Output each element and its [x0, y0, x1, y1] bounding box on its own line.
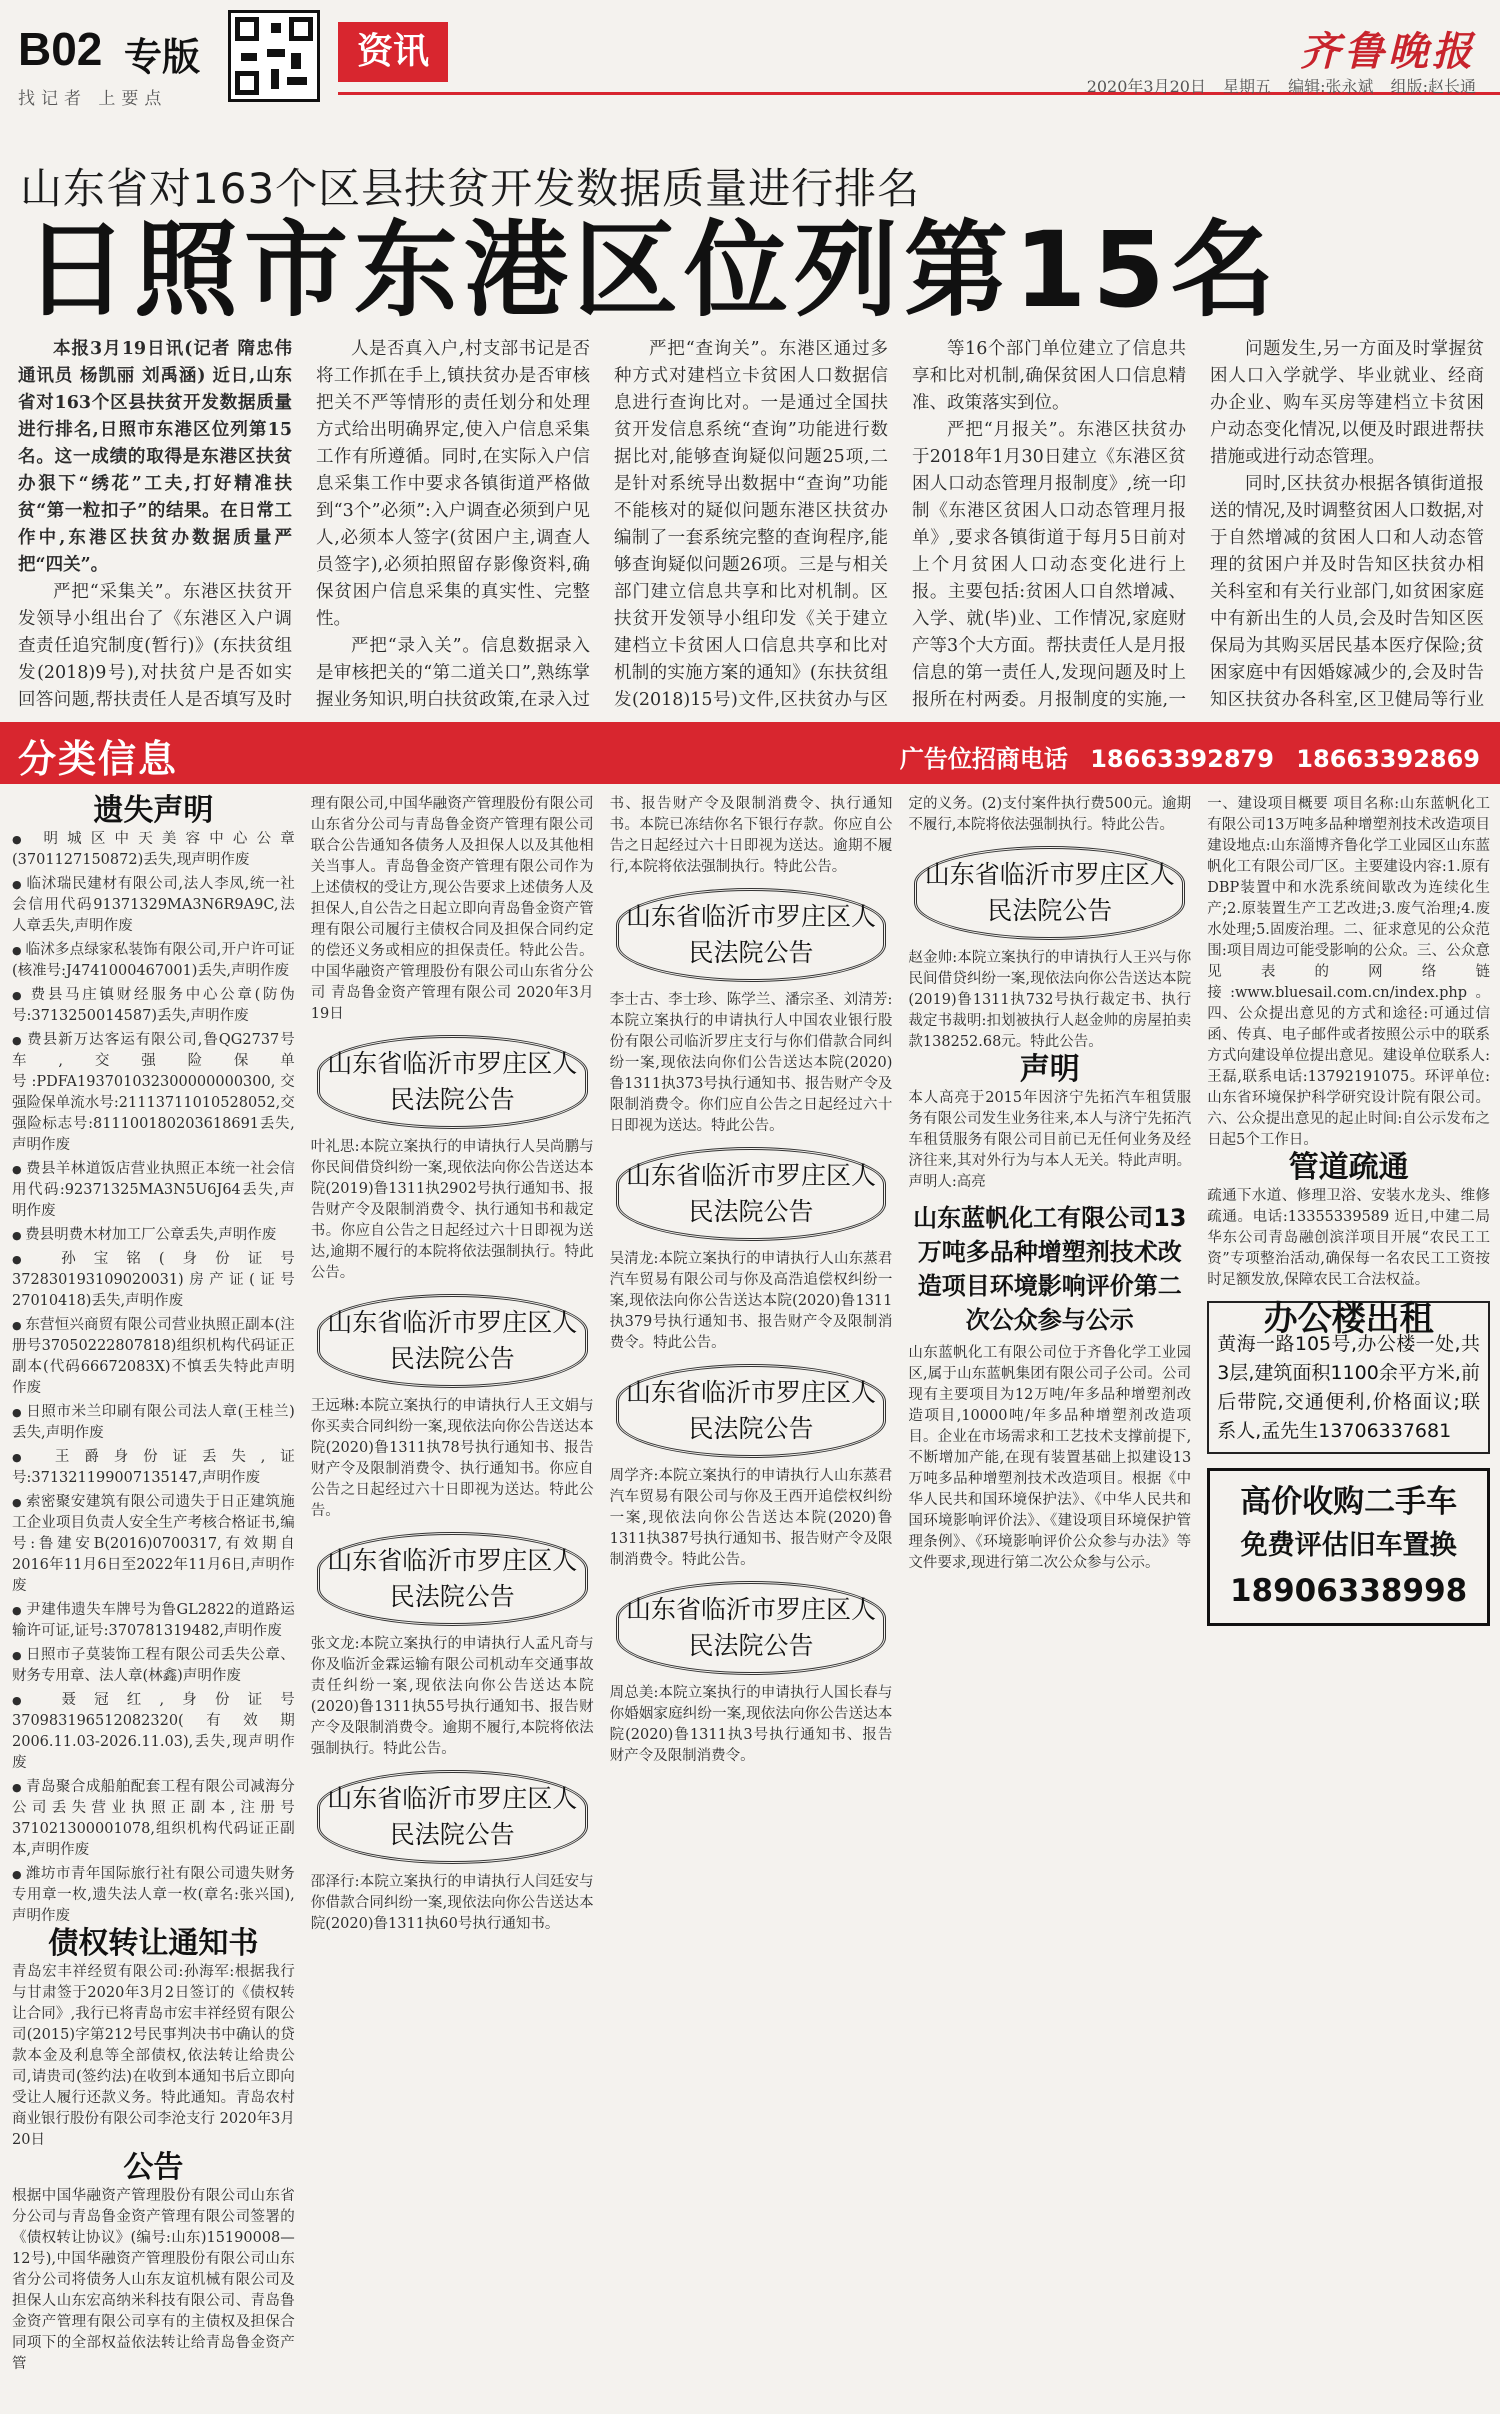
used-car-ad: [1207, 1468, 1490, 1626]
continued-text: 理有限公司,中国华融资产管理股份有限公司山东省分公司与青岛鲁金资产管理有限公司联合公告通知各债务人及担保人以及其他相关当事人。青岛鲁金资产管理有限公司作为上述债权的受让方,现公告要求上述债务人及担保人,自公告之日起立即向青岛鲁金资产管理有限公司履行主债权合同及担保合同约定的偿还义务或相应的担保责任。特此公告。中国华融资产管理股份有限公司山东省分公司 青岛鲁金资产管理有限公司 2020年3月19日: [310, 796, 594, 1022]
classified-section: [12, 794, 1490, 2406]
court-notice-text: 邵泽行:本院立案执行的申请执行人闫廷安与你借款合同纠纷一案,现依法向你公告送达本院(2020)鲁1311执60号执行通知书。: [310, 1874, 594, 1932]
debt-transfer-text: 青岛宏丰祥经贸有限公司:孙海军:根据我行与甘肃签于2020年3月2日签订的《债权转让合同》,我行已将青岛市宏丰祥经贸有限公司(2015)字第212号民事判决书中确认的贷款本金及利息等全部债权,依法转让给贵公司,请贵司(签约法)在收到本通知书后立即向受让人履行还款义务。特此通知。青岛农村商业银行股份有限公司李沧支行 2020年3月20日: [12, 1964, 295, 2148]
article-paragraph: 严把“采集关”。东港区扶贫开发领导小组出台了《东港区入户调查责任追究制度(暂行)》(东扶贫组发(2018)9号),对扶贫户是否如实回答问题,帮扶责任人是否填写及时: [18, 582, 292, 710]
office-rental-text: 黄海一路105号,办公楼一处,共3层,建筑面积1100余平方米,前后带院,交通便利,价格面议;联系人,孟先生13706337681: [1217, 1333, 1480, 1442]
lost-notice-item: ● 费县新万达客运有限公司,鲁QG2737号车,交强险保单号:PDFA193701032300000000300,交强险保单流水号:21113711010528052,交强险标志号:811100180203618691丢失,声明作废: [12, 1030, 295, 1156]
court-notice-title: 山东省临沂市罗庄区人民法院公告: [616, 1581, 887, 1675]
channel-label: 资讯: [338, 22, 448, 82]
newspaper-logo: 齐鲁晚报: [1300, 28, 1476, 75]
headline-main: 日照市东港区位列第15名: [24, 209, 1281, 331]
lost-notice-title: 遗失声明: [93, 794, 214, 828]
court-notice-title: 山东省临沂市罗庄区人民法院公告: [616, 1147, 887, 1241]
court-notice-text: 张文龙:本院立案执行的申请执行人孟凡奇与你及临沂金霖运输有限公司机动车交通事故责任纠纷一案,现依法向你公告送达本院(2020)鲁1311执55号执行通知书、报告财产令及限制消费令。逾期不履行,本院将依法强制执行。特此公告。: [310, 1636, 594, 1757]
lost-notice-item: ● 日照市米兰印刷有限公司法人章(王桂兰)丢失,声明作废: [12, 1402, 295, 1444]
continued-text: 书、报告财产令及限制消费令、执行通知书。本院已冻结你名下银行存款。你应自公告之日起经过六十日即视为送达。逾期不履行,本院将依法强制执行。特此公告。: [609, 796, 893, 875]
lost-notice-list: [12, 829, 295, 1927]
court-notice-text: 李士古、李士珍、陈学兰、潘宗圣、刘清芳:本院立案执行的申请执行人中国农业银行股份有限公司临沂罗庄支行与你们借款合同纠纷一案,现依法向你们公告送达本院(2020)鲁1311执373号执行通知书、报告财产令及限制消费令。你们应自公告之日起经过六十日即视为送达。特此公告。: [609, 992, 893, 1134]
used-car-ad-phone: 18906338998: [1229, 1573, 1468, 1609]
headline-kicker: 山东省对163个区县扶贫开发数据质量进行排名: [20, 164, 921, 213]
lost-notice-item: ● 潍坊市青年国际旅行社有限公司遗失财务专用章一枚,遗失法人章一枚(章名:张兴国),声明作废: [12, 1864, 295, 1927]
article-paragraph: 人是否真入户,村支部书记是否将工作抓在手上,镇扶贫办是否审核把关不严等情形的责任划分和处理方式给出明确界定,使入户信息采集工作有所遵循。同时,在实际入户信息采集工作中要求各镇街道严格做到“3个”必须”:入户调查必须到户见人,必须本人签字(贫困户主,调查人员签字),必须拍照留存影像资料,确保贫困户信息采集的真实性、完整性。: [316, 339, 590, 629]
court-notice-title: 山东省临沂市罗庄区人民法院公告: [317, 1770, 588, 1864]
classified-column: [1207, 794, 1490, 2406]
court-notice-text: 王远琳:本院立案执行的申请执行人王文娟与你买卖合同纠纷一案,现依法向你公告送达本院(2020)鲁1311执78号执行通知书、报告财产令及限制消费令、执行通知书。你应自公告之日起经过六十日即视为送达。特此公告。: [310, 1398, 594, 1519]
court-notice-title: 山东省临沂市罗庄区人民法院公告: [616, 1364, 887, 1458]
lost-notice-item: ● 青岛聚合成船舶配套工程有限公司减海分公司丢失营业执照正副本,注册号371021300001078,组织机构代码证正副本,声明作废: [12, 1777, 295, 1861]
page-section: 专版: [124, 34, 201, 79]
court-notice-text: 赵金帅:本院立案执行的申请执行人王兴与你民间借贷纠纷一案,现依法向你公告送达本院(2019)鲁1311执732号执行裁定书、执行裁定书裁明:扣划被执行人赵金帅的房屋拍卖款138252.68元。特此公告。: [908, 950, 1192, 1050]
court-notice-title: 山东省临沂市罗庄区人民法院公告: [317, 1035, 588, 1129]
debt-transfer-title: 债权转让通知书: [48, 1926, 259, 1961]
article-column: [614, 336, 888, 714]
court-notice-text: 叶礼思:本院立案执行的申请执行人吴尚鹏与你民间借贷纠纷一案,现依法向你公告送达本院(2019)鲁1311执2902号执行通知书、报告财产令及限制消费令、执行通知书和裁定书。你应自公告之日起经过六十日即视为送达,逾期不履行的本院将依法强制执行。特此公告。: [310, 1139, 594, 1281]
lost-notice-item: ● 临沭多点绿家私装饰有限公司,开户许可证(核准号:J4741000467001)丢失,声明作废: [12, 940, 295, 982]
ad-hotline-phone-2: 18663392869: [1296, 745, 1480, 773]
court-notice-title: 山东省临沂市罗庄区人民法院公告: [317, 1294, 588, 1388]
article-paragraph: 严把“录入关”。信息数据录入是审核把关的“第二道关口”,熟练掌握业务知识,明白扶贫政策,在录入过: [316, 636, 590, 710]
lost-notice-item: ● 费县马庄镇财经服务中心公章(防伪号:3713250014587)丢失,声明作废: [12, 985, 295, 1027]
court-notice-title: 山东省临沂市罗庄区人民法院公告: [616, 888, 887, 982]
article-paragraph: 等16个部门单位建立了信息共享和比对机制,确保贫困人口信息精准、政策落实到位。: [912, 339, 1186, 413]
article-paragraph: 同时,区扶贫办根据各镇街道报送的情况,及时调整贫困人口数据,对于自然增减的贫困人口和人动态管理的贫困户并及时告知区扶贫办相关科室和有关行业部门,如贫困家庭中有新出生的人员,会及时告知区医保局为其购买居民基本医疗保险;贫困家庭中有因婚嫁减少的,会及时告知区扶贫办各科室,区卫健局等行业: [1210, 474, 1484, 710]
qr-code-icon: [228, 10, 320, 102]
classified-column: [311, 794, 594, 2406]
pipe-dredging-text: 疏通下水道、修理卫浴、安装水龙头、维修疏通。电话:13355339589 近日,中建二局华东公司青岛融创滨洋项目开展“农民工工资”专项整治活动,确保每一名农民工工资按时足额发放,保障农民工合法权益。: [1207, 1188, 1490, 1288]
eia-notice-text: 一、建设项目概要 项目名称:山东蓝帆化工有限公司13万吨多品种增塑剂技术改造项目 建设地点:山东淄博齐鲁化学工业园区山东蓝帆化工有限公司厂区。主要建设内容:1.原有DBP装置中和水洗系统间歇改为连续化生产;2.原装置生产工艺改进;3.废气治理;4.废水处理;5.固废治理。二、征求意见的公众范围:项目周边可能受影响的公众。三、公众意见表的网络链接:www.bluesail.com.cn/index.php。四、公众提出意见的方式和途径:可通过信函、传真、电子邮件或者按照公示中的联系方式向建设单位提出意见。建设单位联系人:王磊,联系电话:13792191075。环评单位:山东省环境保护科学研究设计院有限公司。六、公众提出意见的起止时间:自公示发布之日起5个工作日。: [1207, 796, 1490, 1148]
court-notice-text: 周总美:本院立案执行的申请执行人国长春与你婚姻家庭纠纷一案,现依法向你公告送达本院(2020)鲁1311执3号执行通知书、报告财产令及限制消费令。: [609, 1685, 893, 1764]
article-paragraph: 问题发生,另一方面及时掌握贫困人口入学就学、毕业就业、经商办企业、购车买房等建档立卡贫困户动态变化情况,以便及时跟进帮扶措施或进行动态管理。: [1210, 339, 1484, 467]
lost-notice-item: ● 尹建伟遗失车牌号为鲁GL2822的道路运输许可证,证号:370781319482,声明作废: [12, 1600, 295, 1642]
article-column: [1210, 336, 1484, 714]
court-notice-text: 周学齐:本院立案执行的申请执行人山东蒸君汽车贸易有限公司与你及王西开追偿权纠纷一案,现依法向你公告送达本院(2020)鲁1311执387号执行通知书、报告财产令及限制消费令。特此公告。: [609, 1468, 893, 1568]
article-paragraph: 严把“月报关”。东港区扶贫办于2018年1月30日建立《东港区贫困人口动态管理月报制度》,统一印制《东港区贫困人口动态管理月报单》,要求各镇街道于每月5日前对上个月贫困人口动态变化进行上报。主要包括:贫困人口自然增减、入学、就(毕)业、工作情况,家庭财产等3个大方面。帮扶责任人是月报信息的第一责任人,发现问题及时上报所在村两委。月报制度的实施,一: [912, 420, 1186, 710]
used-car-ad-line-1: 高价收购二手车: [1240, 1484, 1458, 1520]
continued-text: 定的义务。(2)支付案件执行费500元。逾期不履行,本院将依法强制执行。特此公告。: [908, 796, 1192, 833]
eia-notice-title: 山东蓝帆化工有限公司13万吨多品种增塑剂技术改造项目环境影响评价第二次公众参与公示: [913, 1204, 1187, 1334]
eia-notice-text: 山东蓝帆化工有限公司位于齐鲁化学工业园区,属于山东蓝帆集团有限公司子公司。公司现有主要项目为12万吨/年多品种增塑剂改造项目,10000吨/年多品种增塑剂改造项目。企业在市场需求和工艺技术支撑前提下,不断增加产能,在现有装置基础上拟建设13万吨多品种增塑剂技术改造项目。根据《中华人民共和国环境保护法》、《中华人民共和国环境影响评价法》、《建设项目环境保护管理条例》、《环境影响评价公众参与办法》等文件要求,现进行第二次公众参与公示。: [908, 1345, 1192, 1571]
classified-column: [908, 794, 1191, 2406]
lost-notice-item: ● 王爵身份证丢失,证号:371321199007135147,声明作废: [12, 1447, 295, 1489]
lost-notice-item: ● 日照市子莫装饰工程有限公司丢失公章、财务专用章、法人章(林鑫)声明作废: [12, 1645, 295, 1687]
news-article: [18, 336, 1484, 714]
classified-banner: [0, 722, 1500, 784]
statement-text: 本人高亮于2015年因济宁先拓汽车租赁服务有限公司发生业务往来,本人与济宁先拓汽车租赁服务有限公司目前已无任何业务及经济往来,其对外行为与本人无关。特此声明。声明人:高亮: [908, 1090, 1192, 1190]
court-notice-title: 山东省临沂市罗庄区人民法院公告: [914, 846, 1185, 940]
office-rental-ad: [1207, 1301, 1490, 1454]
page-number: B02: [18, 23, 103, 75]
lost-notice-item: ● 东营恒兴商贸有限公司营业执照正副本(注册号37050222807818)组织机构代码证正副本(代码66672083X)不慎丢失特此声明作废: [12, 1315, 295, 1399]
classified-column: [12, 794, 295, 2406]
lost-notice-item: ● 临沭瑞民建材有限公司,法人李凤,统一社会信用代码91371329MA3N6R9A9C,法人章丢失,声明作废: [12, 874, 295, 937]
ad-hotline: [886, 739, 1480, 774]
lost-notice-item: ● 聂冠红,身份证号370983196512082320(有效期2006.11.03-2026.11.03),丢失,现声明作废: [12, 1690, 295, 1774]
used-car-ad-line-2: 免费评估旧车置换: [1240, 1530, 1457, 1561]
office-rental-title: 办公楼出租: [1263, 1299, 1434, 1339]
lost-notice-item: ● 索密聚安建筑有限公司遗失于日正建筑施工企业项目负责人安全生产考核合格证书,编号:鲁建安B(2016)0700317,有效期自2016年11月6日至2022年11月6日,声明作废: [12, 1492, 295, 1597]
announcement-text: 根据中国华融资产管理股份有限公司山东省分公司与青岛鲁金资产管理有限公司签署的《债权转让协议》(编号:山东)15190008—12号),中国华融资产管理股份有限公司山东省分公司将债务人山东友谊机械有限公司及担保人山东宏高纳米科技有限公司、青岛鲁金资产管理有限公司享有的主债权及担保合同项下的全部权益依法转让给青岛鲁金资产管: [12, 2188, 295, 2372]
statement-title: 声明: [1019, 1052, 1080, 1087]
masthead: [0, 0, 1500, 120]
lost-notice-item: ● 费县羊林道饭店营业执照正本统一社会信用代码:92371325MA3N5U6J64丢失,声明作废: [12, 1159, 295, 1222]
article-paragraph: 严把“查询关”。东港区通过多种方式对建档立卡贫困人口数据信息进行查询比对。一是通过全国扶贫开发信息系统“查询”功能进行数据比对,能够查询疑似问题25项,二是针对系统导出数据中“查询”功能不能核对的疑似问题东港区扶贫办编制了一套系统完整的查询程序,能够查询疑似问题26项。三是与相关部门建立信息共享和比对机制。区扶贫开发领导小组印发《关于建立建档立卡贫困人口信息共享和比对机制的实施方案的通知》(东扶贫组发(2018)15号)文件,区扶贫办与区: [614, 339, 888, 710]
lost-notice-item: ● 孙宝铭(身份证号372830193109020031)房产证(证号27010418)丢失,声明作废: [12, 1249, 295, 1312]
ad-hotline-label: 广告位招商电话: [899, 745, 1068, 773]
classified-title: 分类信息: [18, 737, 179, 781]
edition-info: 2020年3月20日 星期五 编辑:张永斌 组版:赵长通: [1086, 77, 1476, 96]
ad-hotline-phone-1: 18663392879: [1090, 745, 1274, 773]
page-tagline: 找记者 上要点: [18, 89, 168, 109]
announcement-title: 公告: [123, 2150, 184, 2185]
classified-column: [610, 794, 893, 2406]
article-column: [316, 336, 590, 714]
article-column: [18, 336, 292, 714]
lost-notice-item: ● 明城区中天美容中心公章(3701127150872)丢失,现声明作废: [12, 829, 295, 871]
article-column: [912, 336, 1186, 714]
court-notice-text: 吴清龙:本院立案执行的申请执行人山东蒸君汽车贸易有限公司与你及高浩追偿权纠纷一案,现依法向你公告送达本院(2020)鲁1311执379号执行通知书、报告财产令及限制消费令。特此公告。: [609, 1251, 893, 1351]
court-notice-title: 山东省临沂市罗庄区人民法院公告: [317, 1532, 588, 1626]
pipe-dredging-title: 管道疏通: [1288, 1150, 1409, 1185]
lost-notice-item: ● 费县明费木材加工厂公章丢失,声明作废: [12, 1225, 295, 1246]
article-paragraph: 本报3月19日讯(记者 隋忠伟 通讯员 杨凯丽 刘禹涵) 近日,山东省对163个区县扶贫开发数据质量进行排名,日照市东港区位列第15名。这一成绩的取得是东港区扶贫办狠下“绣花”工夫,打好精准扶贫“第一粒扣子”的结果。在日常工作中,东港区扶贫办数据质量严把“四关”。: [18, 339, 292, 575]
